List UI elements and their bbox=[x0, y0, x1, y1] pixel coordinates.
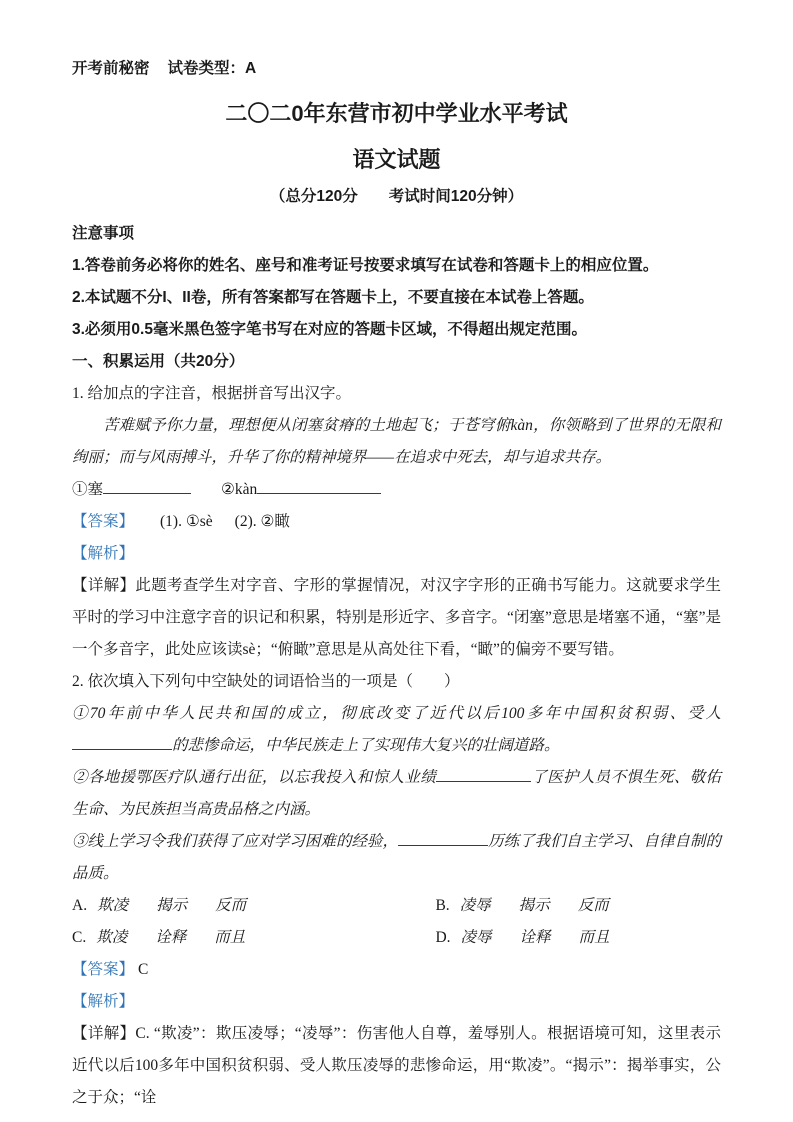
q2-option-a-word1: 欺凌 bbox=[97, 897, 129, 914]
q2-option-c-word2: 诠释 bbox=[155, 929, 187, 946]
q2-answer-label: 【答案】 bbox=[72, 961, 135, 978]
q2-option-b-label: B. bbox=[435, 897, 450, 914]
q1-dotted-char: 塞 • bbox=[307, 417, 323, 434]
q2-option-d-label: D. bbox=[435, 929, 451, 946]
q2-option-d bbox=[435, 922, 721, 954]
q1-detail bbox=[72, 570, 721, 666]
q2-detail-text: C. “欺凌”：欺压凌辱；“凌辱”：伤害他人自尊，羞辱别人。根据语境可知，这里表示近代以后100多年中国积贫积弱、受人欺压凌辱的悲惨命运，用“欺凌”。“揭示”：揭举事实，公之于众；“诠 bbox=[72, 1025, 721, 1106]
score-time-info: （总分120分 考试时间120分钟） bbox=[269, 188, 524, 205]
q1-stem: 1. 给加点的字注音，根据拼音写出汉字。 bbox=[72, 385, 352, 402]
q2-option-c bbox=[72, 922, 435, 954]
q2-item2-after: 了医护人员不惧生死、敬佑生命、为民族担当高贵品格之内涵。 bbox=[72, 769, 721, 818]
q2-option-a bbox=[72, 890, 435, 922]
q2-item-3 bbox=[72, 826, 721, 890]
q2-options-row-1 bbox=[72, 890, 721, 922]
q2-option-b-word3: 反而 bbox=[577, 897, 609, 914]
notice-item-3: 3.必须用0.5毫米黑色签字笔书写在对应的答题卡区域，不得超出规定范围。 bbox=[72, 321, 587, 338]
section-heading: 一、积累运用（共20分） bbox=[72, 353, 245, 370]
q2-option-b-word2: 揭示 bbox=[518, 897, 550, 914]
q2-detail bbox=[72, 1018, 721, 1114]
q1-blank2-label: ②kàn bbox=[221, 481, 258, 498]
q2-stem: 2. 依次填入下列句中空缺处的词语恰当的一项是（ ） bbox=[72, 673, 460, 690]
q2-option-a-word2: 揭示 bbox=[156, 897, 188, 914]
q2-analysis-label: 【解析】 bbox=[72, 993, 135, 1010]
notice-item-1: 1.答卷前务必将你的姓名、座号和准考证号按要求填写在试卷和答题卡上的相应位置。 bbox=[72, 257, 659, 274]
q1-detail-text: 此题考查学生对字音、字形的掌握情况，对汉字字形的正确书写能力。这就要求学生平时的学习中注意字音的识记和积累，特别是形近字、多音字。“闭塞”意思是堵塞不通，“塞”是一个多音字，此处应该读sè；“俯瞰”意思是从高处往下看，“瞰”的偏旁不要写错。 bbox=[72, 577, 721, 658]
q1-answer-item-2: (2). ②瞰 bbox=[234, 513, 290, 530]
q2-option-d-word2: 诠释 bbox=[519, 929, 551, 946]
q2-option-c-label: C. bbox=[72, 929, 87, 946]
q2-answer-row bbox=[72, 954, 721, 986]
q2-item-2 bbox=[72, 762, 721, 826]
q2-item3-after: 历练了我们自主学习、自律自制的品质。 bbox=[72, 833, 721, 882]
q2-item1-after: 的悲惨命运，中华民族走上了实现伟大复兴的壮阔道路。 bbox=[172, 737, 560, 754]
q2-answer-text: C bbox=[138, 961, 149, 978]
q2-option-b bbox=[435, 890, 721, 922]
q2-item1-before: ①70年前中华人民共和国的成立，彻底改变了近代以后100多年中国积贫积弱、受人 bbox=[72, 705, 721, 722]
q1-blank-row bbox=[72, 474, 721, 506]
q1-passage-after: 贫瘠的土地起飞；于苍穹俯kàn，你领略到了世界的无限和绚丽；而与风雨搏斗，升华了你的精神境界——在追求中死去，却与追求共存。 bbox=[72, 417, 721, 466]
q1-answer-row bbox=[72, 506, 721, 538]
q1-blank1-label: ①塞 bbox=[72, 481, 104, 498]
q2-analysis-row bbox=[72, 986, 721, 1018]
q1-analysis-label: 【解析】 bbox=[72, 545, 135, 562]
q1-answer-item-1: (1). ①sè bbox=[160, 513, 213, 530]
q1-blank1-line bbox=[103, 479, 191, 494]
exam-title: 二〇二0年东营市初中学业水平考试 bbox=[225, 101, 568, 126]
notice-item-2: 2.本试题不分I、II卷，所有答案都写在答题卡上，不要直接在本试卷上答题。 bbox=[72, 289, 594, 306]
q2-item-1 bbox=[72, 698, 721, 762]
q2-option-a-label: A. bbox=[72, 897, 88, 914]
q2-item1-blank bbox=[72, 735, 172, 750]
q2-options-row-2 bbox=[72, 922, 721, 954]
q1-passage bbox=[72, 410, 721, 474]
subject-title: 语文试题 bbox=[352, 147, 441, 172]
q2-detail-label: 【详解】 bbox=[72, 1025, 136, 1042]
q1-analysis-row bbox=[72, 538, 721, 570]
q2-option-b-word1: 凌辱 bbox=[459, 897, 491, 914]
q2-option-c-word1: 欺凌 bbox=[96, 929, 128, 946]
q1-detail-label: 【详解】 bbox=[72, 577, 136, 594]
document-header bbox=[72, 58, 721, 80]
q1-blank2-line bbox=[257, 479, 381, 494]
q1-answer-label: 【答案】 bbox=[72, 513, 135, 530]
paper-type-label: 试卷类型：A bbox=[167, 60, 257, 77]
q2-option-c-word3: 而且 bbox=[214, 929, 246, 946]
secrecy-label: 开考前秘密 bbox=[72, 60, 150, 77]
q2-option-a-word3: 反而 bbox=[215, 897, 247, 914]
q1-passage-before: 苦难赋予你力量，理想便从闭 bbox=[103, 417, 307, 434]
q2-item3-before: ③线上学习令我们获得了应对学习困难的经验， bbox=[72, 833, 399, 850]
q2-item2-before: ②各地援鄂医疗队通行出征，以忘我投入和惊人业绩 bbox=[72, 769, 437, 786]
notice-heading: 注意事项 bbox=[72, 225, 135, 242]
q2-item2-blank bbox=[436, 767, 531, 782]
q2-item3-blank bbox=[398, 831, 488, 846]
q2-option-d-word1: 凌辱 bbox=[460, 929, 492, 946]
q2-option-d-word3: 而且 bbox=[578, 929, 610, 946]
